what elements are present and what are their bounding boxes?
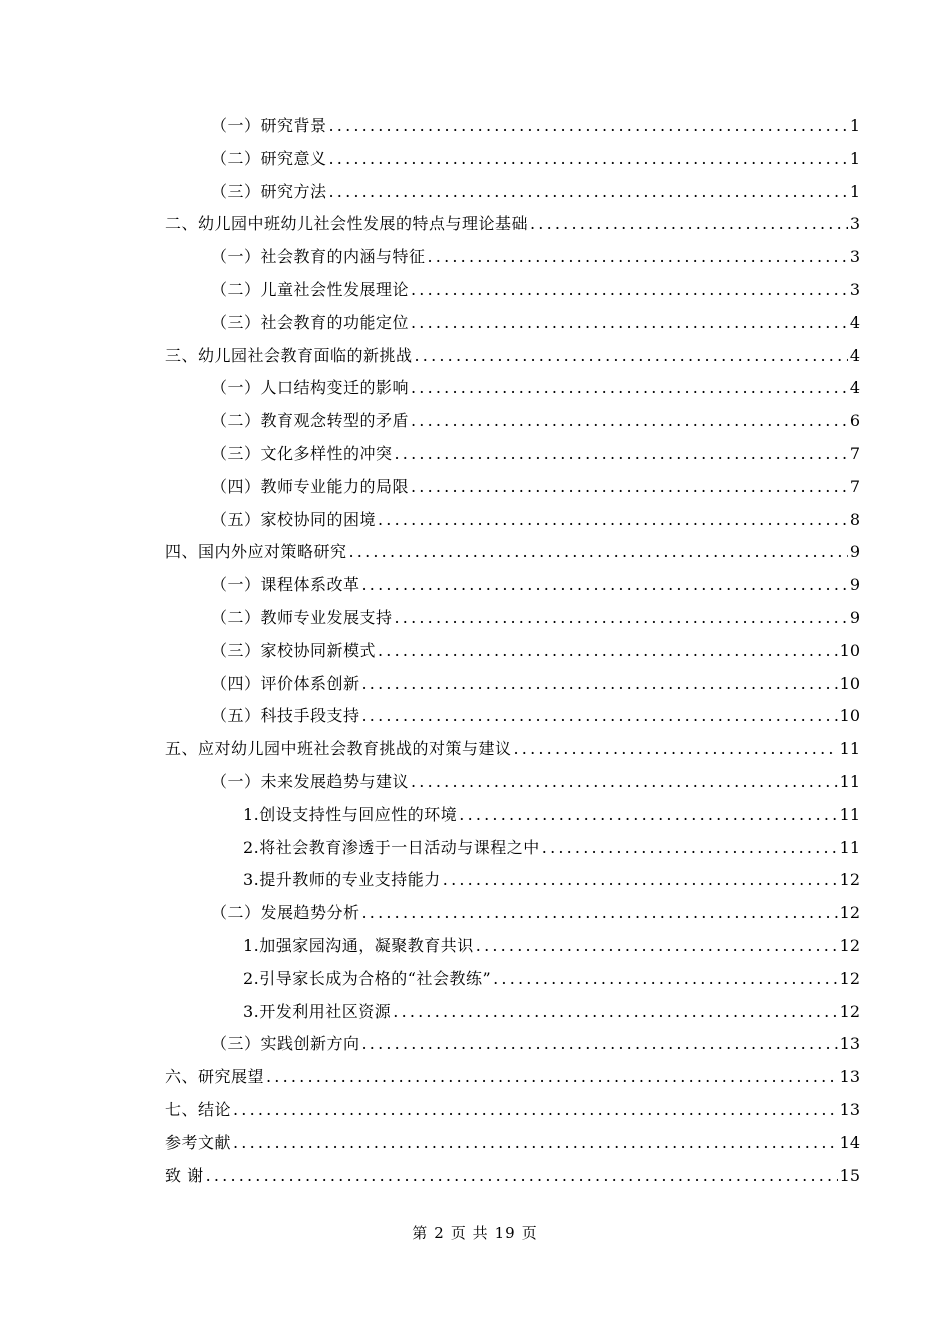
toc-entry-title: （二）研究意义 <box>211 148 327 168</box>
toc-entry-page: 13 <box>839 1099 860 1119</box>
toc-leader-dots <box>362 668 838 701</box>
toc-entry[interactable] <box>165 340 860 373</box>
toc-entry-page: 10 <box>839 640 860 660</box>
toc-entry[interactable] <box>165 143 860 176</box>
toc-entry-title: 3.开发利用社区资源 <box>243 1001 392 1021</box>
toc-entry[interactable] <box>165 930 860 963</box>
toc-leader-dots <box>378 635 838 668</box>
toc-entry[interactable] <box>165 766 860 799</box>
toc-entry[interactable] <box>165 569 860 602</box>
toc-entry[interactable] <box>165 602 860 635</box>
toc-leader-dots <box>362 569 848 602</box>
toc-entry-title: （一）课程体系改革 <box>211 575 360 595</box>
toc-entry[interactable] <box>165 832 860 865</box>
toc-entry-title: （一）人口结构变迁的影响 <box>211 378 410 398</box>
toc-leader-dots <box>514 733 838 766</box>
toc-entry-page: 9 <box>849 542 860 562</box>
toc-entry[interactable] <box>165 405 860 438</box>
toc-entry-title: （三）文化多样性的冲突 <box>211 443 393 463</box>
toc-entry-title: （三）研究方法 <box>211 181 327 201</box>
toc-leader-dots <box>411 405 848 438</box>
toc-entry-page: 8 <box>849 509 860 529</box>
toc-entry-page: 14 <box>839 1132 860 1152</box>
toc-entry[interactable] <box>165 1127 860 1160</box>
toc-entry[interactable] <box>165 471 860 504</box>
toc-entry-page: 6 <box>849 411 860 431</box>
toc-entry-title: （二）教育观念转型的矛盾 <box>211 411 410 431</box>
toc-leader-dots <box>395 438 848 471</box>
toc-entry-page: 13 <box>839 1034 860 1054</box>
footer-total-pages: 19 <box>494 1224 516 1242</box>
toc-leader-dots <box>233 1127 838 1160</box>
toc-leader-dots <box>411 766 838 799</box>
toc-entry[interactable] <box>165 1094 860 1127</box>
toc-entry-title: 二、幼儿园中班幼儿社会性发展的特点与理论基础 <box>165 214 529 234</box>
toc-entry-page: 1 <box>849 116 860 135</box>
toc-entry-title: （一）研究背景 <box>211 116 327 135</box>
toc-entry-page: 12 <box>839 1001 860 1021</box>
toc-leader-dots <box>362 897 838 930</box>
toc-entry-title: 致 谢 <box>165 1165 204 1185</box>
toc-entry[interactable] <box>165 864 860 897</box>
toc-leader-dots <box>329 176 848 209</box>
toc-entry-page: 3 <box>849 247 860 267</box>
toc-leader-dots <box>443 864 838 897</box>
toc-leader-dots <box>395 602 848 635</box>
toc-entry[interactable] <box>165 733 860 766</box>
toc-leader-dots <box>362 1028 838 1061</box>
toc-entry[interactable] <box>165 438 860 471</box>
toc-leader-dots <box>415 340 848 373</box>
toc-entry-title: （二）教师专业发展支持 <box>211 607 393 627</box>
toc-entry-page: 11 <box>839 804 860 824</box>
toc-entry-title: （一）社会教育的内涵与特征 <box>211 247 426 267</box>
toc-entry[interactable] <box>165 176 860 209</box>
toc-entry[interactable] <box>165 963 860 996</box>
toc-entry-title: 1.创设支持性与回应性的环境 <box>243 804 458 824</box>
toc-leader-dots <box>428 241 848 274</box>
toc-entry-page: 4 <box>849 345 860 365</box>
toc-entry-title: （五）科技手段支持 <box>211 706 360 726</box>
toc-leader-dots <box>393 996 837 1029</box>
toc-entry[interactable] <box>165 372 860 405</box>
toc-entry-page: 10 <box>839 673 860 693</box>
toc-entry-page: 15 <box>839 1165 860 1185</box>
toc-entry-title: 2.引导家长成为合格的“社会教练” <box>243 968 492 988</box>
toc-entry[interactable] <box>165 536 860 569</box>
page-footer <box>0 1222 950 1243</box>
toc-entry[interactable] <box>165 700 860 733</box>
table-of-contents <box>165 110 860 1192</box>
toc-entry-page: 12 <box>839 870 860 890</box>
toc-entry[interactable] <box>165 1061 860 1094</box>
toc-entry[interactable] <box>165 110 860 143</box>
toc-entry-page: 13 <box>839 1067 860 1087</box>
toc-entry-page: 1 <box>849 181 860 201</box>
toc-entry-title: 3.提升教师的专业支持能力 <box>243 870 441 890</box>
toc-entry-title: （四）评价体系创新 <box>211 673 360 693</box>
toc-leader-dots <box>206 1160 838 1193</box>
toc-entry-page: 11 <box>839 837 860 857</box>
toc-entry[interactable] <box>165 1160 860 1193</box>
toc-entry-page: 9 <box>849 607 860 627</box>
toc-entry[interactable] <box>165 504 860 537</box>
toc-entry-title: 六、研究展望 <box>165 1067 265 1087</box>
toc-entry-title: （一）未来发展趋势与建议 <box>211 771 410 791</box>
toc-entry-title: 三、幼儿园社会教育面临的新挑战 <box>165 345 413 365</box>
toc-leader-dots <box>530 208 848 241</box>
toc-entry-title: 参考文献 <box>165 1132 232 1152</box>
footer-current-page: 2 <box>434 1224 445 1242</box>
toc-entry-title: （五）家校协同的困境 <box>211 509 377 529</box>
toc-leader-dots <box>493 963 838 996</box>
toc-leader-dots <box>411 307 848 340</box>
toc-entry-page: 9 <box>849 575 860 595</box>
toc-leader-dots <box>411 274 848 307</box>
toc-leader-dots <box>476 930 838 963</box>
toc-entry[interactable] <box>165 635 860 668</box>
toc-leader-dots <box>349 536 848 569</box>
toc-entry-page: 10 <box>839 706 860 726</box>
toc-entry-page: 11 <box>839 771 860 791</box>
toc-entry[interactable] <box>165 241 860 274</box>
toc-entry-page: 12 <box>839 935 860 955</box>
toc-entry-page: 3 <box>849 279 860 299</box>
toc-entry-page: 3 <box>849 214 860 234</box>
toc-leader-dots <box>411 471 848 504</box>
toc-leader-dots <box>459 799 837 832</box>
toc-leader-dots <box>378 504 848 537</box>
toc-entry-title: 五、应对幼儿园中班社会教育挑战的对策与建议 <box>165 739 512 759</box>
toc-entry-page: 7 <box>849 476 860 496</box>
toc-entry-title: （二）儿童社会性发展理论 <box>211 279 410 299</box>
toc-leader-dots <box>542 832 838 865</box>
toc-entry[interactable] <box>165 1028 860 1061</box>
toc-leader-dots <box>411 372 848 405</box>
toc-entry[interactable] <box>165 668 860 701</box>
toc-leader-dots <box>362 700 838 733</box>
toc-entry-page: 12 <box>839 968 860 988</box>
toc-entry-page: 12 <box>839 903 860 923</box>
toc-entry-title: 七、结论 <box>165 1099 232 1119</box>
toc-entry-title: 2.将社会教育渗透于一日活动与课程之中 <box>243 837 540 857</box>
toc-entry[interactable] <box>165 996 860 1029</box>
toc-entry[interactable] <box>165 208 860 241</box>
footer-prefix: 第 <box>412 1224 429 1242</box>
toc-entry-title: （四）教师专业能力的局限 <box>211 476 410 496</box>
toc-leader-dots <box>266 1061 838 1094</box>
toc-entry-page: 1 <box>849 148 860 168</box>
toc-leader-dots <box>329 143 848 176</box>
toc-entry-title: （三）实践创新方向 <box>211 1034 360 1054</box>
toc-entry[interactable] <box>165 307 860 340</box>
toc-entry-page: 11 <box>839 739 860 759</box>
toc-leader-dots <box>233 1094 838 1127</box>
footer-suffix: 页 <box>521 1224 538 1242</box>
toc-entry-page: 4 <box>849 378 860 398</box>
toc-entry-title: 四、国内外应对策略研究 <box>165 542 347 562</box>
toc-entry-title: （三）家校协同新模式 <box>211 640 377 660</box>
footer-middle: 页 共 <box>450 1224 489 1242</box>
toc-entry-title: （三）社会教育的功能定位 <box>211 312 410 332</box>
toc-entry[interactable] <box>165 897 860 930</box>
toc-leader-dots <box>329 110 848 143</box>
toc-entry[interactable] <box>165 799 860 832</box>
toc-entry-title: （二）发展趋势分析 <box>211 903 360 923</box>
toc-entry-title: 1.加强家园沟通，凝聚教育共识 <box>243 935 474 955</box>
toc-entry[interactable] <box>165 274 860 307</box>
toc-entry-page: 4 <box>849 312 860 332</box>
toc-entry-page: 7 <box>849 443 860 463</box>
